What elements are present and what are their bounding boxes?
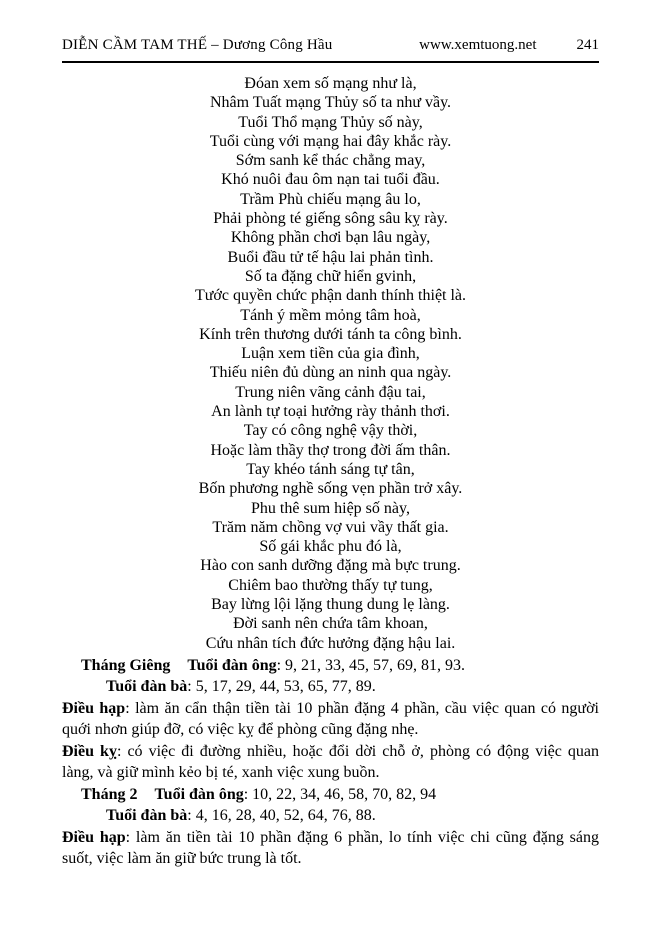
poem-line: Số gái khắc phu đó là, <box>259 538 402 556</box>
poem-line: Tuổi cùng với mạng hai đây khắc rày. <box>209 132 452 150</box>
section-text: : làm ăn tiền tài 10 phần đặng 6 phần, lo tính việc chi cũng đặng sáng suốt, việc làm ăn giữ bức trung là tốt. <box>62 828 600 868</box>
age-line <box>62 655 599 677</box>
section-text: : 5, 17, 29, 44, 53, 65, 77, 89. <box>187 678 376 696</box>
poem-line: Tay khéo tánh sáng tự tân, <box>246 460 415 478</box>
poem-line: Tay có công nghệ vậy thời, <box>243 422 418 440</box>
page-header <box>62 36 599 54</box>
poem-line: Hoặc làm thầy thợ trong đời ấm thân. <box>210 441 451 459</box>
section-text: : 10, 22, 34, 46, 58, 70, 82, 94 <box>243 785 437 803</box>
section-label: Tuổi đàn bà <box>106 807 188 825</box>
poem-line: Nhâm Tuất mạng Thủy số ta như vầy. <box>209 94 452 112</box>
poem-line: Phải phòng té giếng sông sâu kỵ rày. <box>213 210 448 228</box>
age-line <box>62 805 599 827</box>
poem-line: Trầm Phù chiếu mạng âu lo, <box>240 190 421 208</box>
poem-line: Trăm năm chồng vợ vui vầy thất gia. <box>212 518 449 536</box>
poem-line: Tước quyền chức phận danh thính thiệt là. <box>194 287 467 305</box>
section-text: : 4, 16, 28, 40, 52, 64, 76, 88. <box>187 807 376 825</box>
poem-line: Hào con sanh dưỡng đặng mà bực trung. <box>200 557 461 575</box>
website-url: www.xemtuong.net <box>419 37 537 53</box>
month-label: Tháng Giêng <box>81 656 171 674</box>
note-paragraph <box>62 698 599 741</box>
poem-line: Bốn phương nghề sống vẹn phần trở xây. <box>198 480 463 498</box>
month-sections <box>62 655 599 870</box>
section-label: Điều hạp <box>62 828 126 846</box>
poem-line: Tuổi Thổ mạng Thủy số này, <box>238 113 423 131</box>
page-number: 241 <box>576 37 599 53</box>
poem-line: Chiêm bao thường thấy tự tung, <box>228 576 433 594</box>
section-label: Tuổi đàn ông <box>154 785 244 803</box>
section-text: : 9, 21, 33, 45, 57, 69, 81, 93. <box>276 656 466 674</box>
poem-line: An lành tự toại hưởng rày thảnh thơi. <box>211 403 450 421</box>
poem-line: Trung niên vãng cảnh đậu tai, <box>235 383 426 401</box>
section-label: Tuổi đàn bà <box>106 678 188 696</box>
poem-line: Thiếu niên đủ dùng an ninh qua ngày. <box>209 364 452 382</box>
header-divider <box>62 61 599 63</box>
header-right <box>419 36 599 54</box>
section-label: Tuổi đàn ông <box>187 656 277 674</box>
poem-line: Khó nuôi đau ôm nạn tai tuổi đầu. <box>221 171 440 189</box>
poem-line: Không phần chơi bạn lâu ngày, <box>230 229 431 247</box>
age-line <box>62 784 599 806</box>
note-paragraph <box>62 827 599 870</box>
poem-line: Đóan xem số mạng như là, <box>244 75 417 92</box>
poem-line: Bay lừng lội lặng thung dung lẹ làng. <box>211 596 450 614</box>
month-label: Tháng 2 <box>81 785 138 803</box>
poem-line: Sớm sanh kể thác chẳng may, <box>235 152 426 170</box>
poem-line: Kính trên thương dưới tánh ta công bình. <box>199 325 462 343</box>
section-text: : làm ăn cẩn thận tiền tài 10 phần đặng 4 phần, cầu việc quan có người quới nhơn giúp đỡ, có việc kỵ để phòng cũng đặng nhẹ. <box>62 699 600 739</box>
poem-line: Buổi đầu tử tế hậu lai phản tình. <box>227 248 434 266</box>
age-line <box>62 676 599 698</box>
poem-line: Cứu nhân tích đức hưởng đặng hậu lai. <box>205 634 456 652</box>
poem-line: Phu thê sum hiệp số này, <box>251 499 410 517</box>
note-paragraph <box>62 741 599 784</box>
poem-line: Đời sanh nên chứa tâm khoan, <box>233 615 428 633</box>
fortune-poem <box>62 74 599 653</box>
poem-line: Tánh ý mềm mỏng tâm hoà, <box>240 306 421 324</box>
book-title: DIỄN CẦM TAM THẾ – Dương Công Hầu <box>62 37 333 53</box>
poem-line: Số ta đặng chữ hiển gvinh, <box>244 267 417 285</box>
section-label: Điều hạp <box>62 699 126 717</box>
section-label: Điều kỵ <box>62 742 117 760</box>
poem-line: Luận xem tiền của gia đình, <box>241 345 420 363</box>
section-text: : có việc đi đường nhiều, hoặc đổi dời chỗ ở, phòng có động việc quan làng, và giữ mình kẻo bị té, xanh việc xung buồn. <box>62 742 599 782</box>
